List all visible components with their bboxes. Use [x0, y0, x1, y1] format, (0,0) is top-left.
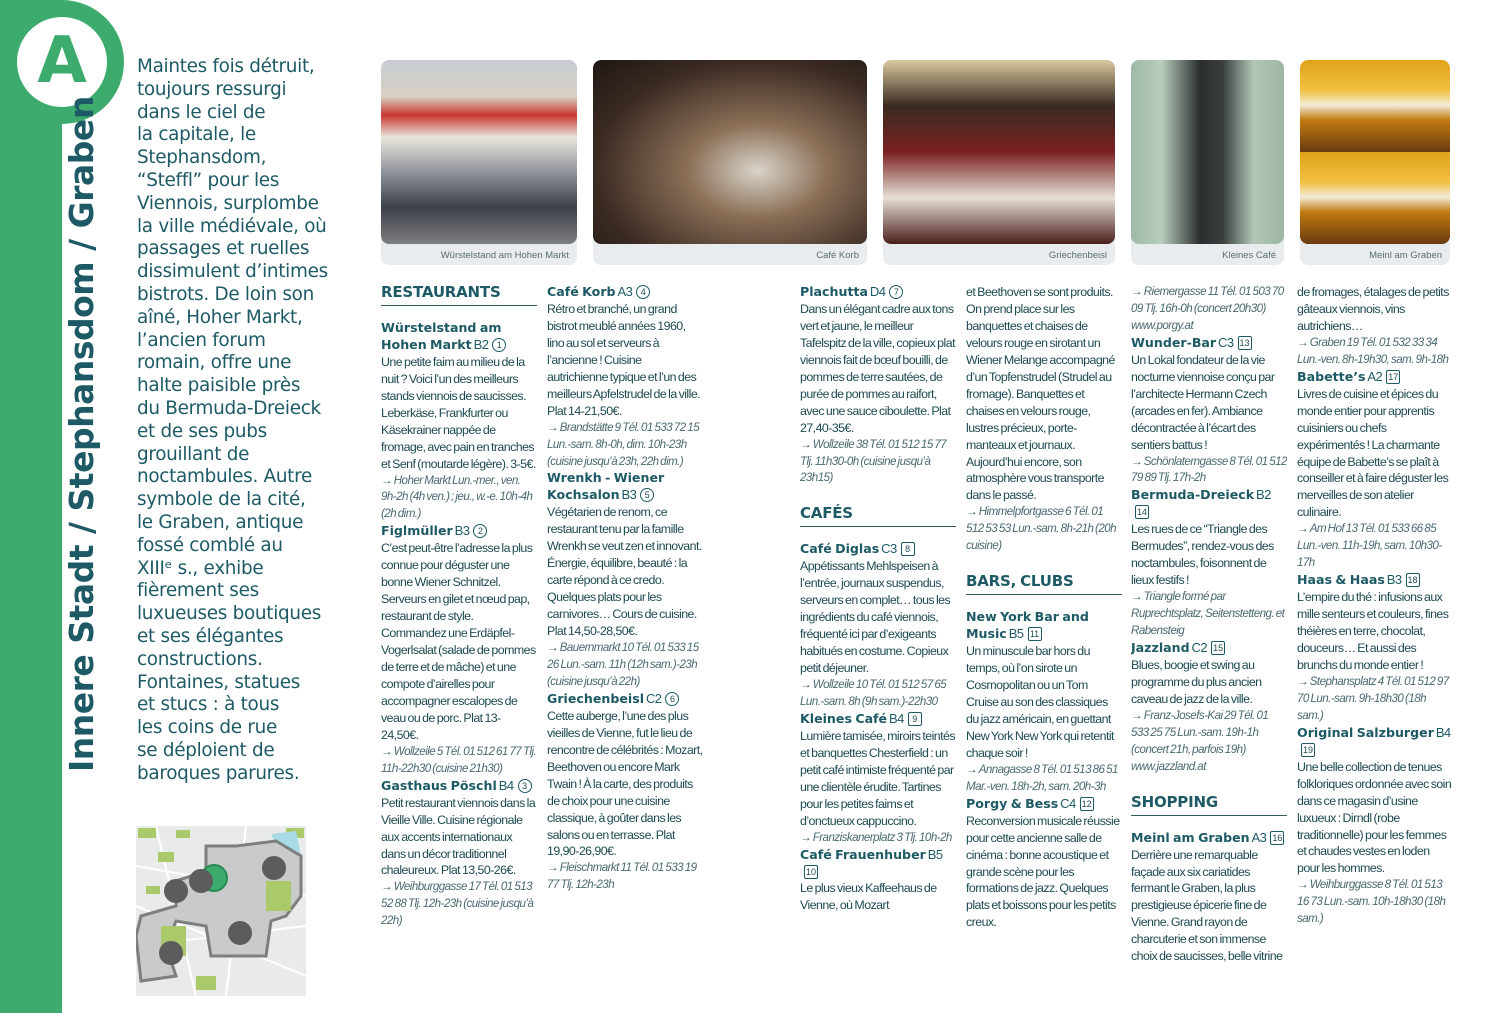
arrow-icon: → [1131, 708, 1144, 722]
photo-caption: Würstelstand am Hohen Markt [440, 250, 569, 261]
entry-address-hours: Brandstätte 9 Tél. 01 533 72 15 Lun.-sam. 8h-0h, dim. 10h-23h (cuisine jusqu’à 23h, 22h dim.) [547, 420, 700, 468]
intro-line: Viennois, surplombe [137, 192, 319, 214]
intro-line: passages et ruelles [137, 238, 310, 260]
entry-description: Appétissants Mehlspeisen à l’entrée, journaux suspendus, serveurs en complet… tous les ingrédients du café viennois, fréquenté ici par d’exigeants habitués en costume. Copieux petit déjeuner. [800, 559, 951, 676]
entry-name: Café Diglas [800, 541, 880, 557]
district-title: Innere Stadt / Stephansdom / Graben [62, 96, 101, 772]
entry-description: Une belle collection de tenues folkloriques ordonnée avec soin dans ce magasin d’usine luxueux : Dirndl (robe traditionnelle) pour les femmes et chaudes vestes en loden pour les hommes. [1297, 759, 1452, 876]
entry-title [1131, 830, 1287, 847]
entry-name: New York Bar and Music [966, 609, 1089, 642]
map-grid-ref: A3 [1251, 829, 1267, 845]
intro-text [137, 56, 357, 786]
listing-entry [966, 609, 1122, 795]
listing-entry [381, 778, 537, 931]
entry-title [966, 609, 1122, 643]
entry-practical-info [1131, 284, 1287, 335]
entry-name: Figlmüller [381, 523, 453, 539]
listing-continuation [1131, 284, 1287, 335]
entry-description: Dans un élégant cadre aux tons vert et jaune, le meilleur Tafelspitz de la ville, copieux plat viennois fait de bœuf bouilli, de pommes de terre sautées, de purée de pommes au raifort, avec une sauce ciboulette. Plat 27,40-35€. [800, 301, 955, 435]
photo-caption: Griechenbeisl [1048, 250, 1107, 261]
entry-description: Lumière tamisée, miroirs teintés et banquettes Chesterfield : un petit café intimiste fréquenté par une clientèle érudite. Tartines pour les petites faims et d’onctueux cappuccino. [800, 728, 955, 828]
entry-address-hours: Graben 19 Tél. 01 532 33 34 Lun.-ven. 8h-19h30, sam. 9h-18h [1297, 335, 1449, 366]
photo-wurstelstand [381, 60, 577, 265]
entry-practical-info [381, 473, 537, 524]
entry-title [1131, 640, 1287, 657]
intro-line: et ses élégantes [137, 625, 284, 647]
entry-practical-info [1131, 589, 1287, 640]
arrow-icon: → [1131, 454, 1144, 468]
entry-title [1297, 369, 1453, 386]
listing-entry [547, 691, 703, 894]
entry-address-hours: Annagasse 8 Tél. 01 513 86 51 Mar.-ven. 18h-2h, sam. 20h-3h [966, 762, 1118, 793]
entry-name: Babette’s [1297, 368, 1366, 384]
cocktail-glass-icon: 15 [1213, 643, 1224, 654]
map-grid-ref: C3 [881, 541, 897, 557]
map-grid-ref: A3 [617, 284, 633, 299]
section-heading: SHOPPING [1131, 794, 1287, 816]
entry-practical-info [1297, 674, 1453, 725]
intro-line: fossé comblé au [137, 534, 283, 556]
entry-title [547, 691, 703, 708]
listing-column [966, 284, 1122, 1000]
entry-practical-info [381, 879, 537, 930]
entry-practical-info [1131, 454, 1287, 488]
map-grid-ref: B3 [1386, 572, 1402, 588]
intro-line: baroques parures. [137, 762, 300, 784]
listing-entry [1131, 640, 1287, 776]
map-grid-ref: A2 [1367, 368, 1383, 384]
intro-line: grouillant de [137, 443, 250, 465]
listing-column [800, 284, 956, 1000]
entry-title [800, 847, 956, 881]
listing-entry [800, 847, 956, 915]
arrow-icon: → [547, 420, 560, 434]
entry-address-hours: Franz-Josefs-Kai 29 Tél. 01 533 25 75 Lun.-sam. 19h-1h (concert 21h, parfois 19h) www.jazzland.at [1131, 708, 1269, 773]
intro-line: symbole de la cité, [137, 489, 306, 511]
listing-entry [381, 523, 537, 777]
intro-line: la capitale, le [137, 124, 256, 146]
photo-griechenbeisl [883, 60, 1115, 265]
map-grid-ref: C3 [1218, 334, 1234, 350]
entry-name: Griechenbeisl [547, 690, 645, 706]
arrow-icon: → [1297, 335, 1310, 349]
entry-title [381, 778, 537, 795]
map-grid-ref: B2 [1256, 487, 1271, 503]
entry-address-hours: Weihburggasse 17 Tél. 01 513 52 88 Tlj. 12h-23h (cuisine jusqu’à 22h) [381, 880, 534, 928]
listing-entry [800, 711, 956, 847]
entry-description: Livres de cuisine et épices du monde entier pour apprentis cuisiniers ou chefs expérimentés ! La charmante équipe de Babette’s se plaît à conseiller et à faire déguster les merveilles de son atelier culinaire. [1297, 386, 1449, 520]
entry-address-hours: Himmelpfortgasse 6 Tél. 01 512 53 53 Lun.-sam. 8h-21h (20h cuisine) [966, 505, 1117, 553]
arrow-icon: → [966, 505, 979, 519]
section-heading: CAFÉS [800, 505, 956, 527]
map-grid-ref: C2 [1191, 640, 1208, 656]
entry-address-hours: Stephansplatz 4 Tél. 01 512 97 70 Lun.-sam. 9h-18h30 (18h sam.) [1297, 674, 1449, 722]
restaurant-icon: 7 [889, 285, 903, 299]
entry-title [547, 470, 703, 504]
listing-entry [966, 796, 1122, 932]
entry-title [1297, 725, 1453, 759]
listing-entry [547, 470, 703, 690]
entry-description: Les rues de ce “Triangle des Bermudes”, rendez-vous des noctambules, foisonnent de lieux festifs ! [1131, 522, 1274, 588]
entry-name: Jazzland [1131, 640, 1190, 656]
intro-line: l’ancien forum [137, 329, 266, 351]
entry-name: Würstelstand am Hohen Markt [381, 319, 502, 352]
intro-line: se déploient de [137, 739, 275, 761]
green-side-stripe [0, 0, 62, 1013]
arrow-icon: → [800, 678, 813, 692]
photo-kleines-cafe [1131, 60, 1284, 265]
arrow-icon: → [1131, 590, 1144, 604]
listing-entry [800, 541, 956, 711]
photo-cafe-korb [593, 60, 867, 265]
listing-column [381, 284, 537, 1000]
entry-practical-info [547, 420, 703, 471]
entry-practical-info [800, 830, 956, 847]
restaurant-icon: 5 [640, 488, 654, 502]
entry-address-hours: Triangle formé par Ruprechtsplatz, Seitenstetteng. et Rabensteig [1131, 590, 1285, 638]
intro-line: luxueuses boutiques [137, 603, 322, 625]
listing-entry [547, 284, 703, 470]
arrow-icon: → [547, 641, 560, 655]
entry-title [966, 796, 1122, 813]
entry-practical-info [800, 437, 956, 488]
restaurant-icon: 4 [636, 285, 650, 299]
shopping-bag-icon: 17 [1388, 371, 1399, 382]
listing-entry [1297, 369, 1453, 572]
listing-column [1131, 284, 1287, 1000]
entry-address-hours: Fleischmarkt 11 Tél. 01 533 19 77 Tlj. 12h-23h [547, 861, 697, 892]
intro-line: le Graben, antique [137, 511, 304, 533]
section-heading: BARS, CLUBS [966, 573, 1122, 595]
intro-line: dissimulent d’intimes [137, 261, 328, 283]
entry-name: Porgy & Bess [966, 795, 1059, 811]
entry-practical-info [1131, 708, 1287, 776]
intro-line: Fontaines, statues [137, 671, 301, 693]
photo-caption: Kleines Café [1222, 250, 1276, 261]
entry-practical-info [381, 744, 537, 778]
entry-description: Un Lokal fondateur de la vie nocturne viennoise conçu par l’architecte Hermann Czech (arcades en fer). Ambiance décontractée à l’écart des sentiers battus ! [1131, 352, 1275, 452]
entry-practical-info [1297, 335, 1453, 369]
map-grid-ref: B3 [454, 523, 470, 539]
entry-description: L’empire du thé : infusions aux mille senteurs et couleurs, fines théières en terre, chocolat, douceurs… Et aussi des brunchs du monde entier ! [1297, 590, 1449, 672]
entry-address-hours: Franziskanerplatz 3 Tlj. 10h-2h [812, 830, 952, 844]
entry-description: Le plus vieux Kaffeehaus de Vienne, où Mozart [800, 881, 937, 913]
intro-line: les coins de rue [137, 717, 277, 739]
cocktail-glass-icon: 13 [1239, 337, 1250, 348]
entry-name: Bermuda-Dreieck [1131, 487, 1255, 503]
entry-title [1131, 335, 1287, 352]
entry-name: Plachutta [800, 284, 868, 299]
district-map [136, 826, 306, 996]
arrow-icon: → [966, 762, 979, 776]
photo-meinl-am-graben [1300, 60, 1450, 265]
restaurant-icon: 3 [518, 779, 532, 793]
entry-description: Derrière une remarquable façade aux six cariatides fermant le Graben, la plus prestigieuse épicerie fine de Vienne. Grand rayon de charcuterie et son immense choix de saucisses, belle vitrine [1131, 847, 1283, 964]
map-grid-ref: B5 [927, 846, 943, 862]
entry-address-hours: Bauernmarkt 10 Tél. 01 533 15 26 Lun.-sam. 11h (12h sam.)-23h (cuisine jusqu’à 22h) [547, 641, 699, 688]
entry-description: Blues, boogie et swing au programme du plus ancien caveau de jazz de la ville. [1131, 657, 1262, 706]
cocktail-glass-icon: 11 [1028, 627, 1042, 641]
entry-name: Original Salzburger [1297, 724, 1434, 740]
intro-line: Maintes fois détruit, [137, 56, 315, 77]
intro-line: et de ses pubs [137, 420, 267, 442]
entry-practical-info [800, 677, 956, 711]
cocktail-glass-icon: 14 [1136, 507, 1147, 518]
listing-column [1297, 284, 1453, 1000]
listing-entry [1297, 725, 1453, 928]
entry-title [800, 711, 956, 728]
shopping-bag-icon: 16 [1272, 832, 1283, 843]
arrow-icon: → [1297, 674, 1310, 688]
intro-line: romain, offre une [137, 352, 292, 374]
map-grid-ref: C4 [1060, 795, 1076, 811]
intro-line: bistrots. De loin son [137, 283, 314, 305]
entry-name: Kleines Café [800, 710, 888, 726]
arrow-icon: → [800, 830, 813, 844]
arrow-icon: → [800, 437, 813, 451]
intro-line: noctambules. Autre [137, 466, 312, 488]
entry-address-hours: Wollzeile 5 Tél. 01 512 61 77 Tlj. 11h-22h30 (cuisine 21h30) [381, 744, 537, 775]
arrow-icon: → [1297, 522, 1310, 536]
listing-column [547, 284, 703, 1000]
entry-description: Reconversion musicale réussie pour cette ancienne salle de cinéma : bonne acoustique et grande scène pour les formations de jazz. Quelques plats et boissons pour les petits creux. [966, 813, 1120, 930]
arrow-icon: → [381, 880, 394, 894]
restaurant-icon: 6 [665, 692, 679, 706]
coffee-cup-icon: 8 [901, 542, 915, 556]
entry-address-hours: Schönlaterngasse 8 Tél. 01 512 79 89 Tlj. 17h-2h [1131, 454, 1287, 485]
entry-description: Rétro et branché, un grand bistrot meublé années 1960, lino au sol et serveurs à l’ancienne ! Cuisine autrichienne typique et l’un des meilleurs Apfelstrudel de la ville. Plat 14-21,50€. [547, 301, 701, 418]
intro-line: aîné, Hoher Markt, [137, 306, 303, 328]
restaurant-icon: 1 [492, 338, 506, 352]
listing-continuation [1297, 284, 1453, 369]
intro-line: constructions. [137, 648, 263, 670]
section-heading: RESTAURANTS [381, 284, 537, 306]
map-grid-ref: C2 [645, 690, 662, 706]
map-grid-ref: B4 [1435, 724, 1451, 740]
intro-line: toujours ressurgi [137, 78, 287, 100]
entry-description: Cette auberge, l’une des plus vieilles de Vienne, fut le lieu de rencontre de célébrités : Mozart, Beethoven ou encore Mark Twain ! À la carte, des produits de choix pour une cuisine classique, à goûter dans les salons ou en terrasse. Plat 19,90-26,90€. [547, 708, 703, 859]
listing-entry [1297, 572, 1453, 725]
entry-address-hours: Wollzeile 38 Tél. 01 512 15 77 Tlj. 11h30-0h (cuisine jusqu’à 23h15) [800, 437, 947, 485]
listing-entry [1131, 830, 1287, 966]
listing-entry [1131, 335, 1287, 488]
arrow-icon: → [1131, 285, 1144, 298]
entry-title [1297, 572, 1453, 589]
entry-name: Haas & Haas [1297, 572, 1385, 588]
entry-title [381, 523, 537, 540]
listing-continuation [966, 284, 1122, 555]
listing-entry [1131, 487, 1287, 640]
intro-line: du Bermuda-Dreieck [137, 397, 321, 419]
coffee-cup-icon: 9 [908, 712, 922, 726]
coffee-cup-icon: 10 [805, 866, 816, 877]
entry-description: Un minuscule bar hors du temps, où l’on sirote un Cosmopolitan ou un Tom Cruise au son des classiques du jazz américain, en guettant New York New York qui retentit chaque soir ! [966, 644, 1114, 760]
entry-practical-info [1297, 521, 1453, 572]
entry-title [1131, 487, 1287, 521]
cocktail-glass-icon: 12 [1081, 798, 1092, 809]
arrow-icon: → [1297, 878, 1310, 892]
entry-name: Café Frauenhuber [800, 846, 926, 862]
restaurant-icon: 2 [473, 524, 487, 538]
entry-description: Petit restaurant viennois dans la Vieille Ville. Cuisine régionale aux accents internationaux dans un décor traditionnel chaleureux. Plat 13,50-26€. [381, 795, 536, 878]
entry-title [800, 284, 956, 301]
map-grid-ref: B3 [621, 487, 637, 503]
entry-practical-info [547, 640, 703, 691]
intro-line: “Steffl” pour les [137, 169, 280, 191]
entry-name: Gasthaus Pöschl [381, 777, 497, 793]
entry-title [381, 320, 537, 354]
entry-practical-info [1297, 877, 1453, 928]
entry-description: de fromages, étalages de petits gâteaux viennois, vins autrichiens… [1297, 285, 1449, 333]
entry-address-hours: Weihburggasse 8 Tél. 01 513 16 73 Lun.-sam. 10h-18h30 (18h sam.) [1297, 878, 1446, 926]
intro-line: halte paisible près [137, 375, 301, 397]
entry-description: C’est peut-être l’adresse la plus connue pour déguster une bonne Wiener Schnitzel. Serveurs en gilet et nœud pap, restaurant de style. Commandez une Erdäpfel-Vogerlsalat (salade de pommes de terre et de mâche) et une compote d’airelles pour accompagner escalopes de veau ou de porc. Plat 13-24,50€. [381, 541, 536, 742]
intro-line: et stucs : à tous [137, 694, 280, 716]
map-grid-ref: B4 [498, 777, 514, 793]
entry-address-hours: Am Hof 13 Tél. 01 533 66 85 Lun.-ven. 11h-19h, sam. 10h30-17h [1297, 522, 1442, 570]
photo-caption: Café Korb [816, 250, 859, 261]
listing-entry [381, 320, 537, 523]
entry-practical-info [966, 762, 1122, 796]
map-grid-ref: B2 [473, 336, 489, 352]
map-grid-ref: D4 [869, 284, 886, 299]
intro-line: Stephansdom, [137, 147, 267, 169]
entry-title [800, 541, 956, 558]
entry-name: Café Korb [547, 284, 616, 299]
entry-description: Végétarien de renom, ce restaurant tenu par la famille Wrenkh se veut zen et innovant. Énergie, équilibre, beauté : la carte répond à ce credo. Quelques plats pour les carnivores… Cours de cuisine. Plat 14,50-28,50€. [547, 505, 702, 639]
arrow-icon: → [381, 473, 394, 487]
district-letter: A [37, 24, 87, 98]
entry-practical-info [966, 504, 1122, 555]
entry-address-hours: Hoher Markt Lun.-mer., ven. 9h-2h (4h ven.) ; jeu., w.-e. 10h-4h (2h dim.) [381, 473, 533, 521]
entry-description: Une petite faim au milieu de la nuit ? Voici l’un des meilleurs stands viennois de saucisses. Leberkäse, Frankfurter ou Käsekrainer nappée de fromage, avec pain en tranches et Senf (moutarde légère). 3-5€. [381, 354, 536, 471]
map-grid-ref: B4 [889, 710, 904, 726]
map-grid-ref: B5 [1008, 626, 1024, 642]
entry-name: Wunder-Bar [1131, 334, 1217, 350]
entry-description: et Beethoven se sont produits. On prend place sur les banquettes et chaises de velours rouge en sirotant un Wiener Melange accompagné d’un Topfenstrudel (Strudel au fromage). Banquettes et chaises en velours rouge, lustres précieux, porte-manteaux et journaux. Aujourd’hui encore, son atmosphère vous transporte dans le passé. [966, 285, 1115, 503]
entry-address-hours: Wollzeile 10 Tél. 01 512 57 65 Lun.-sam. 8h (9h sam.)-22h30 [800, 678, 947, 708]
intro-line: dans le ciel de [137, 101, 266, 123]
intro-line: fièrement ses [137, 580, 259, 602]
intro-line: la ville médiévale, où [137, 215, 327, 237]
intro-line: XIIIᵉ s., exhibe [137, 557, 264, 579]
entry-title [547, 284, 703, 301]
photo-caption: Meinl am Graben [1369, 250, 1442, 261]
arrow-icon: → [547, 861, 560, 875]
shopping-bag-icon: 19 [1302, 744, 1313, 755]
entry-name: Meinl am Graben [1131, 829, 1250, 845]
shopping-bag-icon: 18 [1407, 575, 1418, 586]
entry-name: Wrenkh - Wiener Kochsalon [547, 470, 665, 503]
listing-entry [800, 284, 956, 487]
arrow-icon: → [381, 744, 394, 758]
entry-practical-info [547, 860, 703, 894]
entry-address-hours: Riemergasse 11 Tél. 01 503 70 09 Tlj. 16h-0h (concert 20h30) www.porgy.at [1131, 285, 1284, 332]
